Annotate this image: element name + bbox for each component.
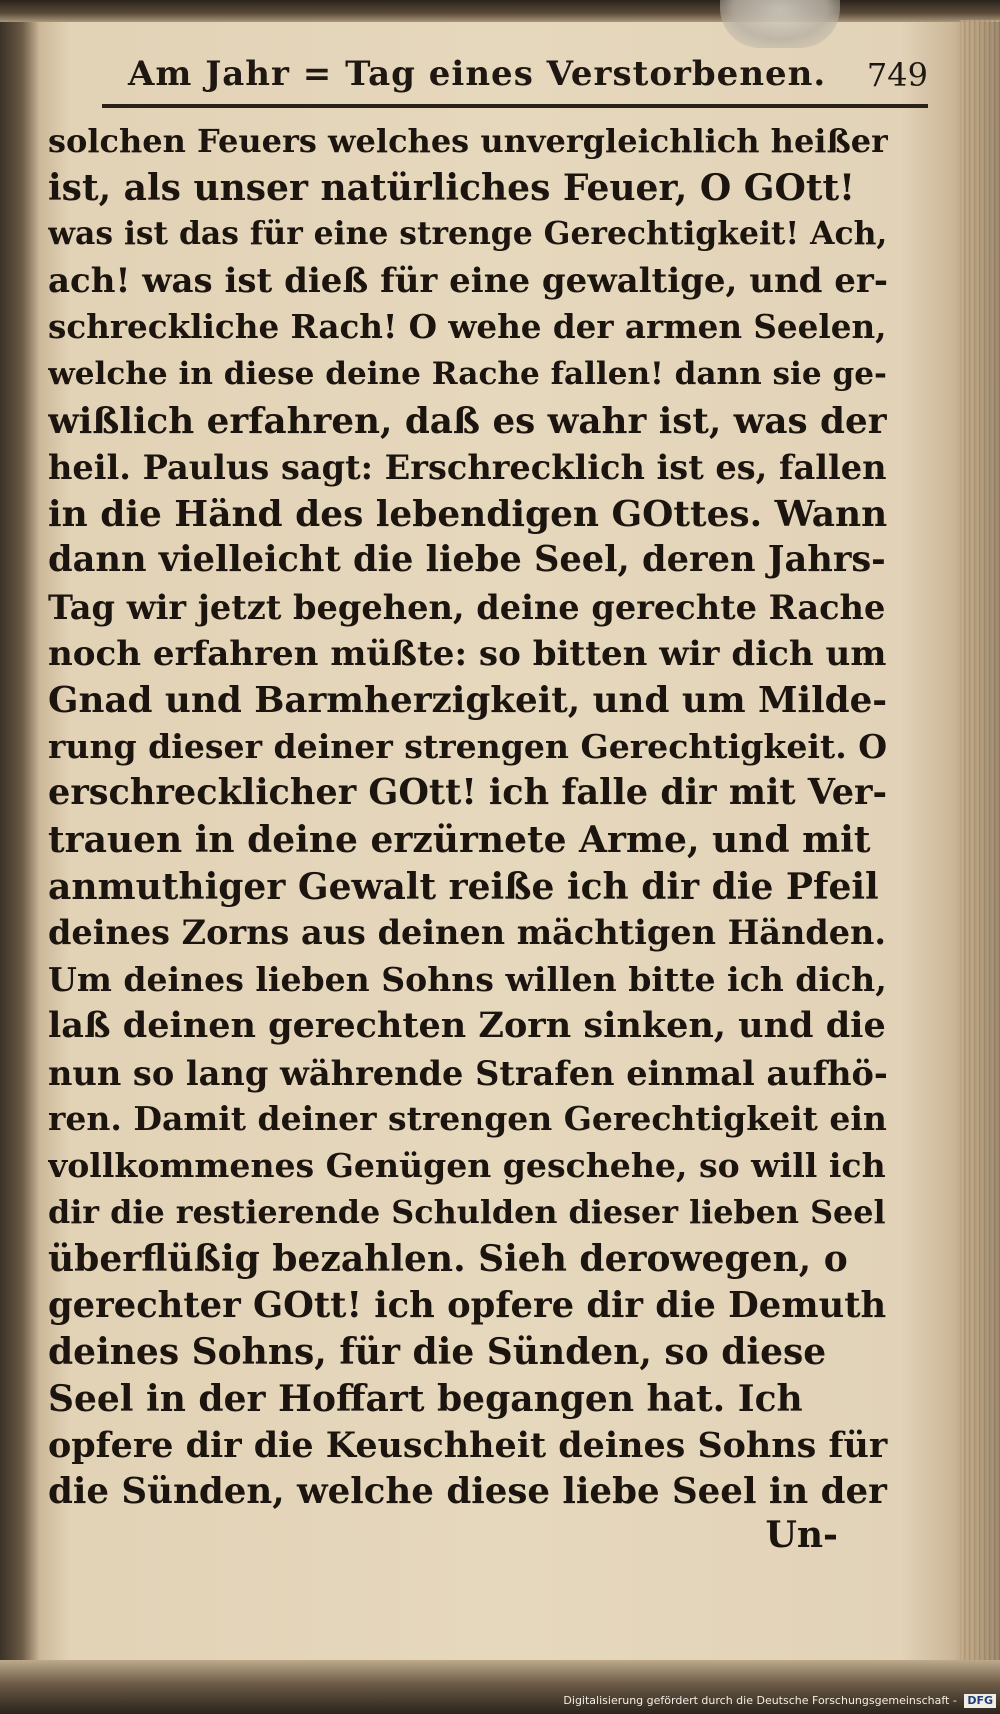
text-line: schreckliche Rach! O wehe der armen Seelen,: [48, 307, 887, 347]
catchword: Un-: [765, 1514, 838, 1556]
text-line: dir die restierende Schulden dieser lieben Seel: [48, 1193, 886, 1231]
credit-text: Digitalisierung gefördert durch die Deutsche Forschungsgemeinschaft -: [563, 1694, 957, 1707]
text-line: Gnad und Barmherzigkeit, und um Milde-: [48, 679, 888, 722]
text-line: was ist das für eine strenge Gerechtigkeit! Ach,: [48, 216, 888, 253]
text-line: wißlich erfahren, daß es wahr ist, was der: [48, 399, 887, 442]
text-line: opfere dir die Keuschheit deines Sohns für: [48, 1424, 888, 1466]
text-line: noch erfahren müßte: so bitten wir dich um: [48, 633, 887, 674]
text-line: ach! was ist dieß für eine gewaltige, und er-: [48, 260, 888, 301]
text-line: gerechter GOtt! ich opfere dir die Demuth: [48, 1284, 887, 1326]
text-line: heil. Paulus sagt: Erschrecklich ist es, fallen: [48, 447, 887, 488]
text-line: dann vielleicht die liebe Seel, deren Jahrs-: [48, 539, 886, 581]
running-head: [128, 54, 928, 110]
text-line: erschrecklicher GOtt! ich falle dir mit Ver-: [48, 772, 888, 814]
text-line: trauen in deine erzürnete Arme, und mit: [48, 818, 871, 861]
text-line: anmuthiger Gewalt reiße ich dir die Pfeil: [48, 865, 879, 908]
header-rule: [102, 104, 928, 108]
book-top-edge: [0, 0, 1000, 22]
text-line: vollkommenes Genügen geschehe, so will ich: [48, 1146, 886, 1186]
page-content: [48, 46, 928, 1646]
page-number: 749: [866, 56, 928, 94]
running-head-title: Am Jahr = Tag eines Verstorbenen.: [128, 54, 827, 94]
text-line: Tag wir jetzt begehen, deine gerechte Rache: [48, 586, 886, 627]
body-text: [48, 118, 888, 1516]
text-line: ren. Damit deiner strengen Gerechtigkeit ein: [48, 1099, 887, 1139]
text-line: in die Händ des lebendigen GOttes. Wann: [48, 492, 888, 535]
text-line: deines Sohns, für die Sünden, so diese: [48, 1331, 827, 1374]
text-line: nun so lang währende Strafen einmal aufhö-: [48, 1052, 888, 1093]
text-line: welche in diese deine Rache fallen! dann sie ge-: [48, 355, 887, 392]
text-line: ist, als unser natürliches Feuer, O GOtt!: [48, 166, 855, 209]
text-line: überflüßig bezahlen. Sieh derowegen, o: [48, 1238, 848, 1281]
digitization-credit: [563, 1694, 996, 1712]
gutter-bleed-marks: [8, 110, 22, 330]
page-clip: [720, 0, 840, 48]
text-line: deines Zorns aus deinen mächtigen Händen.: [48, 913, 887, 953]
page-edges-right: [960, 20, 1000, 1660]
text-line: rung dieser deiner strengen Gerechtigkeit. O: [48, 726, 888, 766]
text-line: die Sünden, welche diese liebe Seel in der: [48, 1471, 887, 1513]
text-line: laß deinen gerechten Zorn sinken, und die: [48, 1005, 886, 1047]
text-line: Seel in der Hoffart begangen hat. Ich: [48, 1378, 803, 1421]
text-line: Um deines lieben Sohns willen bitte ich dich,: [48, 959, 887, 999]
text-line: solchen Feuers welches unvergleichlich heißer: [48, 122, 888, 160]
dfg-logo-icon: DFG: [964, 1694, 996, 1708]
